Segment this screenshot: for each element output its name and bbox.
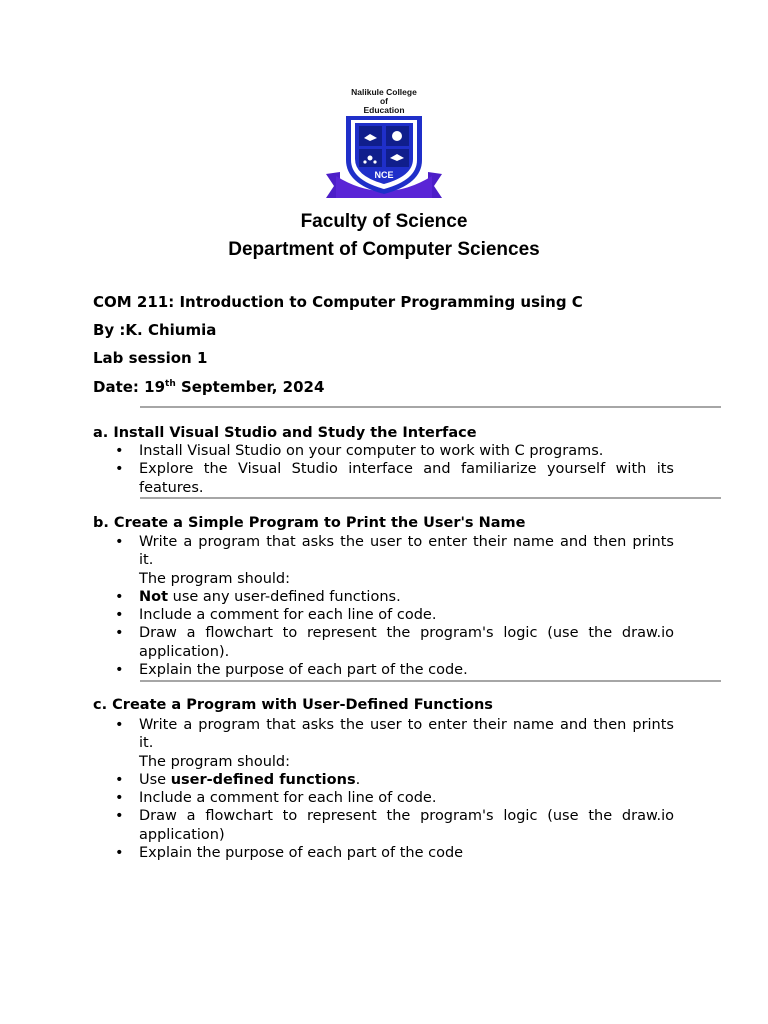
list-item: • Write a program that asks the user to enter their name and then prints it.	[139, 533, 674, 570]
session-line: Lab session 1	[93, 349, 208, 367]
list-item: • Explore the Visual Studio interface and familiarize yourself with its features.	[139, 460, 674, 497]
logo-college-name: Nalikule College of Education	[351, 87, 417, 115]
list-item: • Include a comment for each line of code.	[139, 789, 674, 807]
divider	[140, 497, 721, 499]
list-item: • Not use any user-defined functions.	[139, 588, 674, 606]
divider	[140, 406, 721, 408]
list-item: • Draw a flowchart to represent the program's logic (use the draw.io application).	[139, 624, 674, 661]
department-heading: Department of Computer Sciences	[228, 239, 540, 260]
divider	[140, 680, 721, 682]
svg-text:NCE: NCE	[374, 170, 394, 180]
list-item: • Install Visual Studio on your computer to work with C programs.	[139, 442, 674, 460]
section-c-title: c. Create a Program with User-Defined Functions	[93, 697, 493, 713]
list-item: • Use user-defined functions.	[139, 771, 674, 789]
college-logo	[326, 86, 442, 198]
section-b-list	[139, 533, 674, 679]
date-line: Date: 19th September, 2024	[93, 378, 325, 396]
section-c-list	[139, 716, 674, 862]
list-item: • Write a program that asks the user to enter their name and then prints it.	[139, 716, 674, 753]
course-title: COM 211: Introduction to Computer Programming using C	[93, 293, 583, 311]
list-item: • Explain the purpose of each part of the code.	[139, 661, 674, 679]
crest-icon	[326, 114, 442, 198]
author-line: By :K. Chiumia	[93, 321, 217, 339]
list-item: • Draw a flowchart to represent the program's logic (use the draw.io application)	[139, 807, 674, 844]
section-b-title: b. Create a Simple Program to Print the User's Name	[93, 515, 526, 531]
section-a-title: a. Install Visual Studio and Study the Interface	[93, 425, 477, 441]
list-item: The program should:	[139, 753, 291, 770]
faculty-heading: Faculty of Science	[300, 211, 468, 232]
list-item: • Explain the purpose of each part of the code	[139, 844, 674, 862]
list-item: • Include a comment for each line of code.	[139, 606, 674, 624]
section-a-list	[139, 442, 674, 497]
list-item: The program should:	[139, 570, 291, 587]
